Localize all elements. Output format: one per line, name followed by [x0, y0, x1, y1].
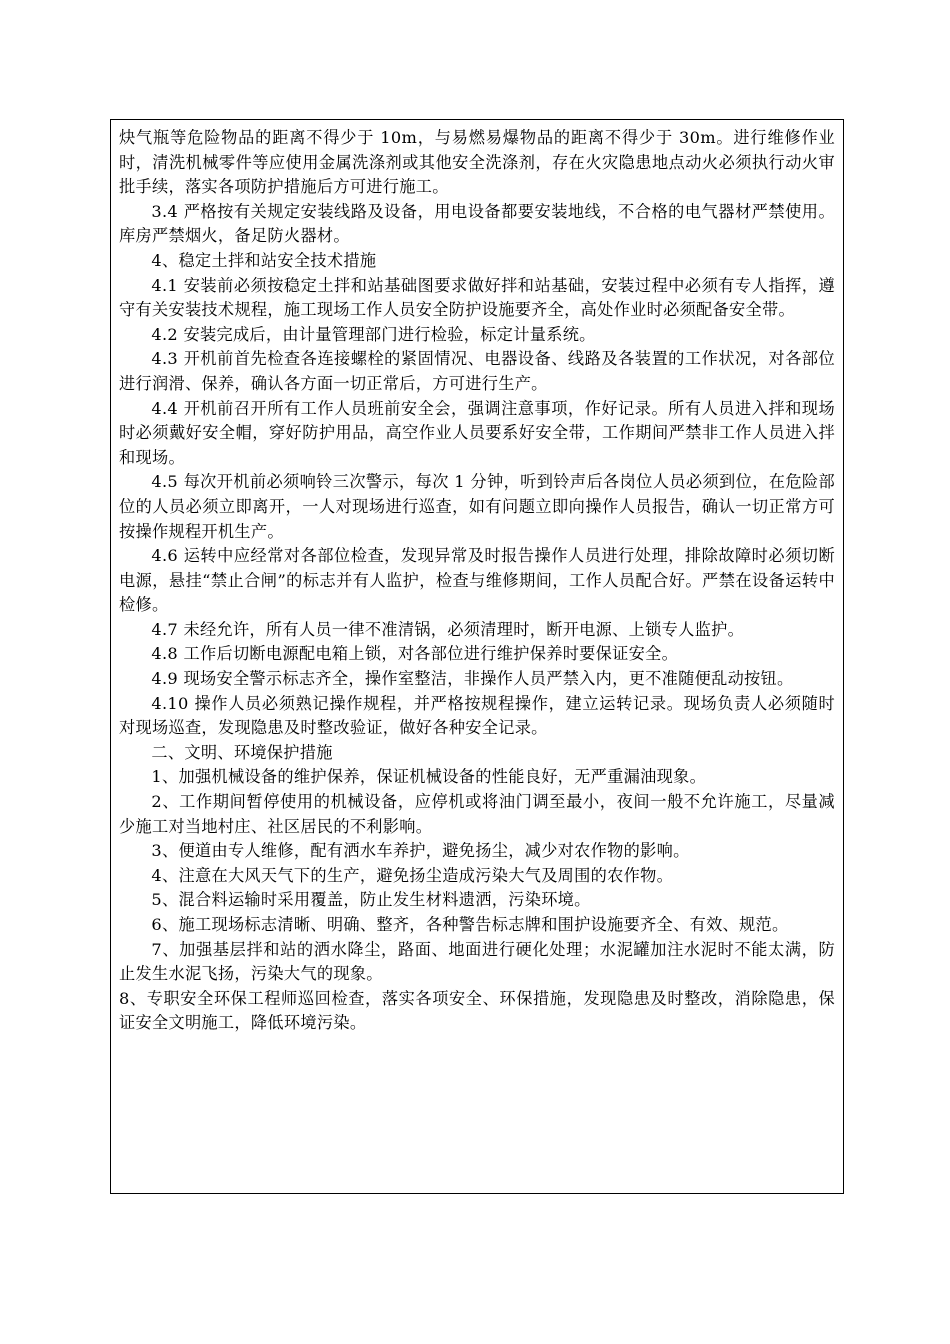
paragraph: 4.5 每次开机前必须响铃三次警示，每次 1 分钟，听到铃声后各岗位人员必须到位，在危险部位的人员必须立即离开，一人对现场进行巡查，如有问题立即向操作人员报告，确认一切正常方可按操作规程开机生产。	[119, 472, 835, 541]
paragraph: 4.4 开机前召开所有工作人员班前安全会，强调注意事项，作好记录。所有人员进入拌和现场时必须戴好安全帽，穿好防护用品，高空作业人员要系好安全带，工作期间严禁非工作人员进入拌和现场。	[119, 398, 835, 467]
paragraph: 8、专职安全环保工程师巡回检查，落实各项安全、环保措施，发现隐患及时整改，消除隐患，保证安全文明施工，降低环境污染。	[119, 988, 835, 1033]
paragraph: 4.7 未经允许，所有人员一律不准清锅，必须清理时，断开电源、上锁专人监护。	[151, 619, 745, 639]
paragraph: 4.2 安装完成后，由计量管理部门进行检验，标定计量系统。	[151, 324, 596, 344]
paragraph: 4、注意在大风天气下的生产，避免扬尘造成污染大气及周围的农作物。	[151, 865, 674, 885]
paragraph: 炔气瓶等危险物品的距离不得少于 10m，与易燃易爆物品的距离不得少于 30m。进行维修作业时，清洗机械零件等应使用金属洗涤剂或其他安全洗涤剂，存在火灾隐患地点动火必须执行动火审批手续，落实各项防护措施后方可进行施工。	[119, 128, 835, 197]
paragraph: 4.8 工作后切断电源配电箱上锁，对各部位进行维护保养时要保证安全。	[151, 644, 679, 664]
paragraph: 6、施工现场标志清晰、明确、整齐，各种警告标志牌和围护设施要齐全、有效、规范。	[151, 915, 789, 934]
paragraph: 二、文明、环境保护措施	[151, 742, 333, 762]
paragraph: 4、稳定土拌和站安全技术措施	[151, 250, 377, 270]
paragraph: 3、便道由专人维修，配有洒水车养护，避免扬尘，减少对农作物的影响。	[151, 841, 690, 861]
document-frame	[110, 119, 844, 1194]
paragraph: 5、混合料运输时采用覆盖，防止发生材料遗洒，污染环境。	[151, 890, 591, 910]
paragraph: 2、工作期间暂停使用的机械设备，应停机或将油门调至最小，夜间一般不允许施工，尽量减少施工对当地村庄、社区居民的不利影响。	[119, 792, 835, 836]
paragraph: 4.1 安装前必须按稳定土拌和站基础图要求做好拌和站基础，安装过程中必须有专人指挥，遵守有关安装技术规程，施工现场工作人员安全防护设施要齐全，高处作业时必须配备安全带。	[119, 275, 835, 320]
paragraph: 1、加强机械设备的维护保养，保证机械设备的性能良好，无严重漏油现象。	[151, 767, 707, 787]
paragraph: 4.3 开机前首先检查各连接螺栓的紧固情况、电器设备、线路及各装置的工作状况，对各部位进行润滑、保养，确认各方面一切正常后，方可进行生产。	[119, 349, 835, 393]
paragraph: 4.6 运转中应经常对各部位检查，发现异常及时报告操作人员进行处理，排除故障时必须切断电源，悬挂“禁止合闸”的标志并有人监护，检查与维修期间，工作人员配合好。严禁在设备运转中检修。	[119, 546, 835, 615]
paragraph: 4.10 操作人员必须熟记操作规程，并严格按规程操作，建立运转记录。现场负责人必须随时对现场巡查，发现隐患及时整改验证，做好各种安全记录。	[119, 693, 835, 738]
paragraph: 3.4 严格按有关规定安装线路及设备，用电设备都要安装地线，不合格的电气器材严禁使用。库房严禁烟火，备足防火器材。	[119, 201, 835, 246]
paragraph: 7、加强基层拌和站的洒水降尘，路面、地面进行硬化处理；水泥罐加注水泥时不能太满，防止发生水泥飞扬，污染大气的现象。	[119, 939, 835, 984]
document-body	[119, 126, 835, 1036]
paragraph: 4.9 现场安全警示标志齐全，操作室整洁，非操作人员严禁入内，更不准随便乱动按钮。	[151, 669, 794, 689]
